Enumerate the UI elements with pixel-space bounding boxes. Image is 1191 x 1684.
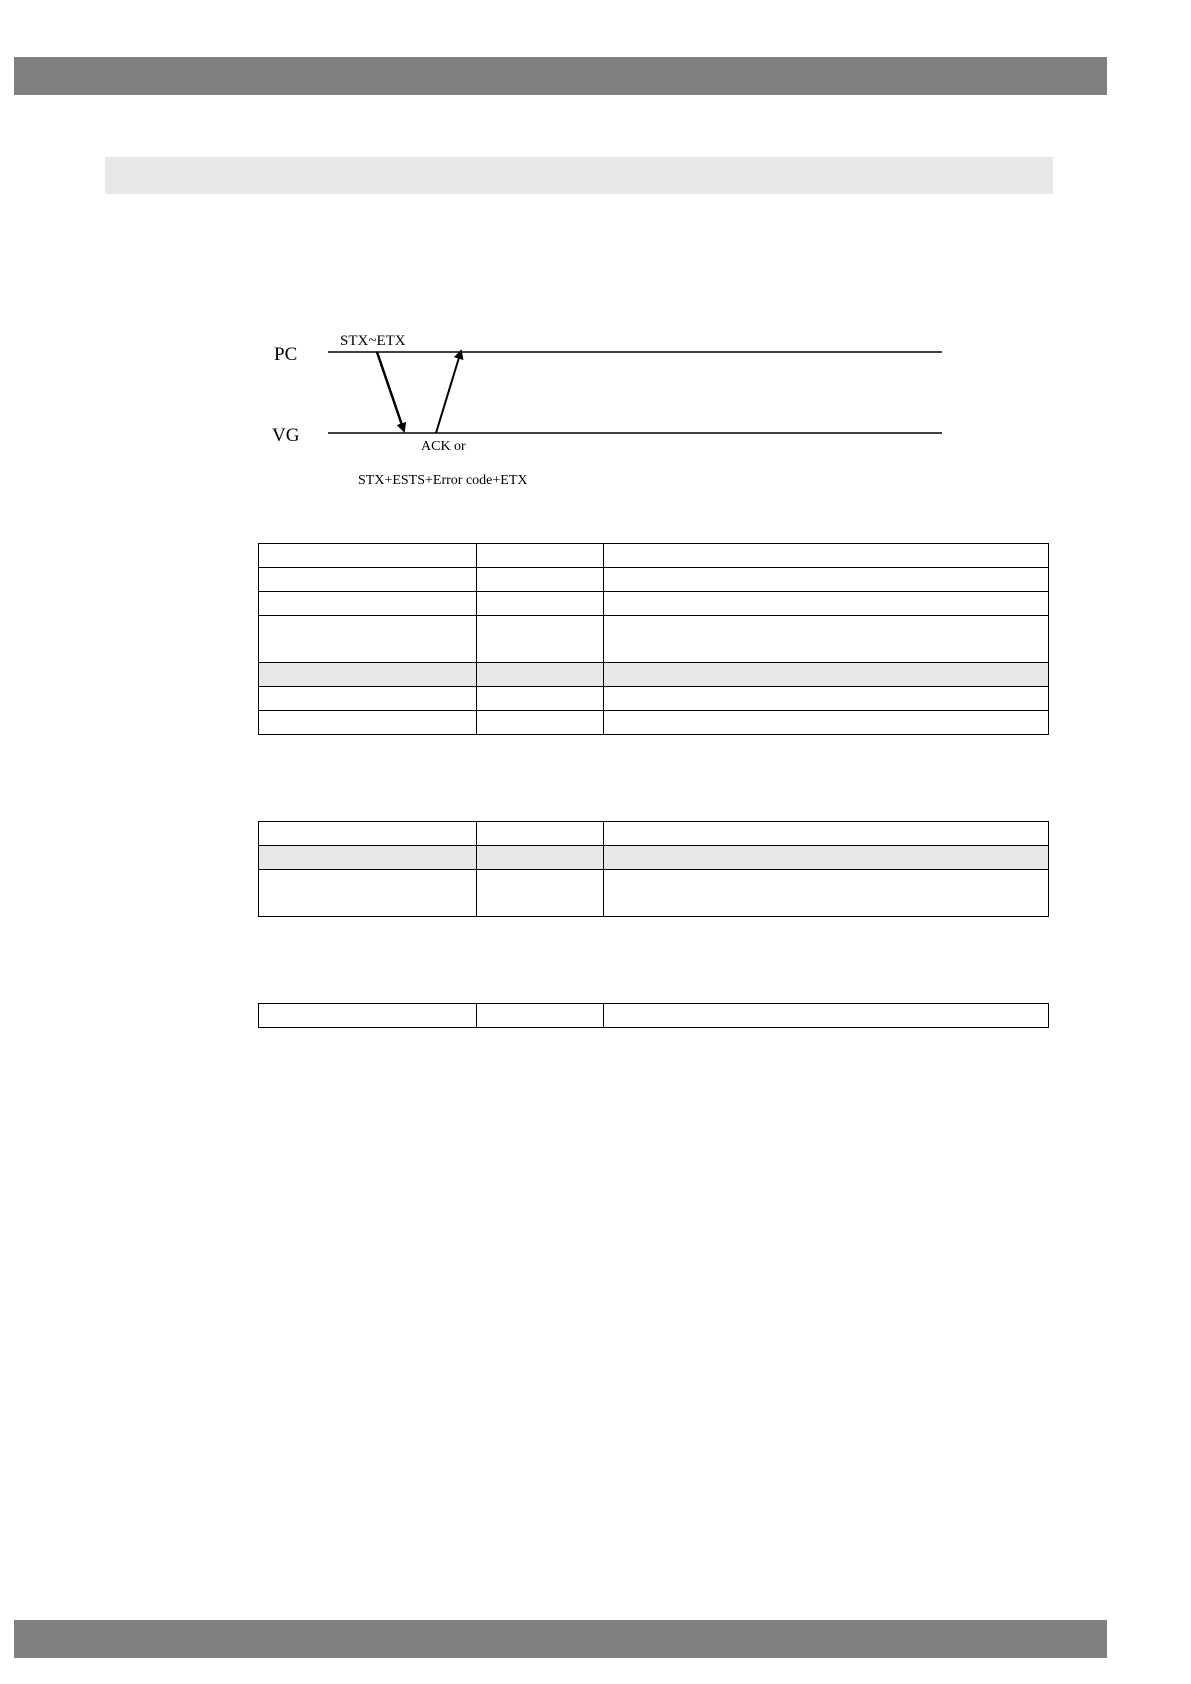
- table-row: [259, 711, 1049, 735]
- table-1: [258, 543, 1049, 735]
- table-cell: [259, 711, 477, 735]
- table-cell: [259, 592, 477, 616]
- table-row: [259, 687, 1049, 711]
- vg-label: VG: [272, 425, 300, 446]
- send-arrow: [377, 352, 404, 431]
- table-cell: [259, 1004, 477, 1028]
- table-cell: [477, 687, 604, 711]
- table-cell: [259, 568, 477, 592]
- table-cell: [477, 846, 604, 870]
- table-row: [259, 663, 1049, 687]
- pc-label: PC: [274, 344, 298, 365]
- table-row: [259, 822, 1049, 846]
- table-cell: [604, 711, 1049, 735]
- table-row: [259, 592, 1049, 616]
- table-cell: [477, 568, 604, 592]
- communication-timing-diagram: [0, 0, 1191, 520]
- table-2: [258, 821, 1049, 917]
- table-cell: [477, 663, 604, 687]
- table-cell: [604, 568, 1049, 592]
- send-label: STX~ETX: [340, 333, 406, 349]
- table-cell: [259, 822, 477, 846]
- table-cell: [259, 663, 477, 687]
- table-row: [259, 616, 1049, 663]
- table-cell: [604, 1004, 1049, 1028]
- table-cell: [477, 1004, 604, 1028]
- reply-label-error: STX+ESTS+Error code+ETX: [358, 473, 528, 488]
- table-cell: [477, 592, 604, 616]
- table-cell: [604, 822, 1049, 846]
- table-cell: [604, 846, 1049, 870]
- table-cell: [604, 544, 1049, 568]
- table-cell: [259, 544, 477, 568]
- table-row: [259, 568, 1049, 592]
- reply-label-ack: ACK or: [421, 439, 466, 454]
- table-cell: [259, 616, 477, 663]
- table-3: [258, 1003, 1049, 1028]
- table-row: [259, 846, 1049, 870]
- table-cell: [604, 663, 1049, 687]
- table-cell: [604, 870, 1049, 917]
- table-cell: [477, 616, 604, 663]
- table-cell: [259, 687, 477, 711]
- table-cell: [477, 711, 604, 735]
- table-cell: [259, 846, 477, 870]
- table-cell: [477, 822, 604, 846]
- table-cell: [477, 870, 604, 917]
- table-cell: [604, 592, 1049, 616]
- table-cell: [604, 687, 1049, 711]
- table-cell: [604, 616, 1049, 663]
- reply-arrow: [436, 351, 461, 433]
- table-row: [259, 544, 1049, 568]
- page-footer-band: [14, 1620, 1107, 1658]
- table-cell: [259, 870, 477, 917]
- table-row: [259, 1004, 1049, 1028]
- table-row: [259, 870, 1049, 917]
- table-cell: [477, 544, 604, 568]
